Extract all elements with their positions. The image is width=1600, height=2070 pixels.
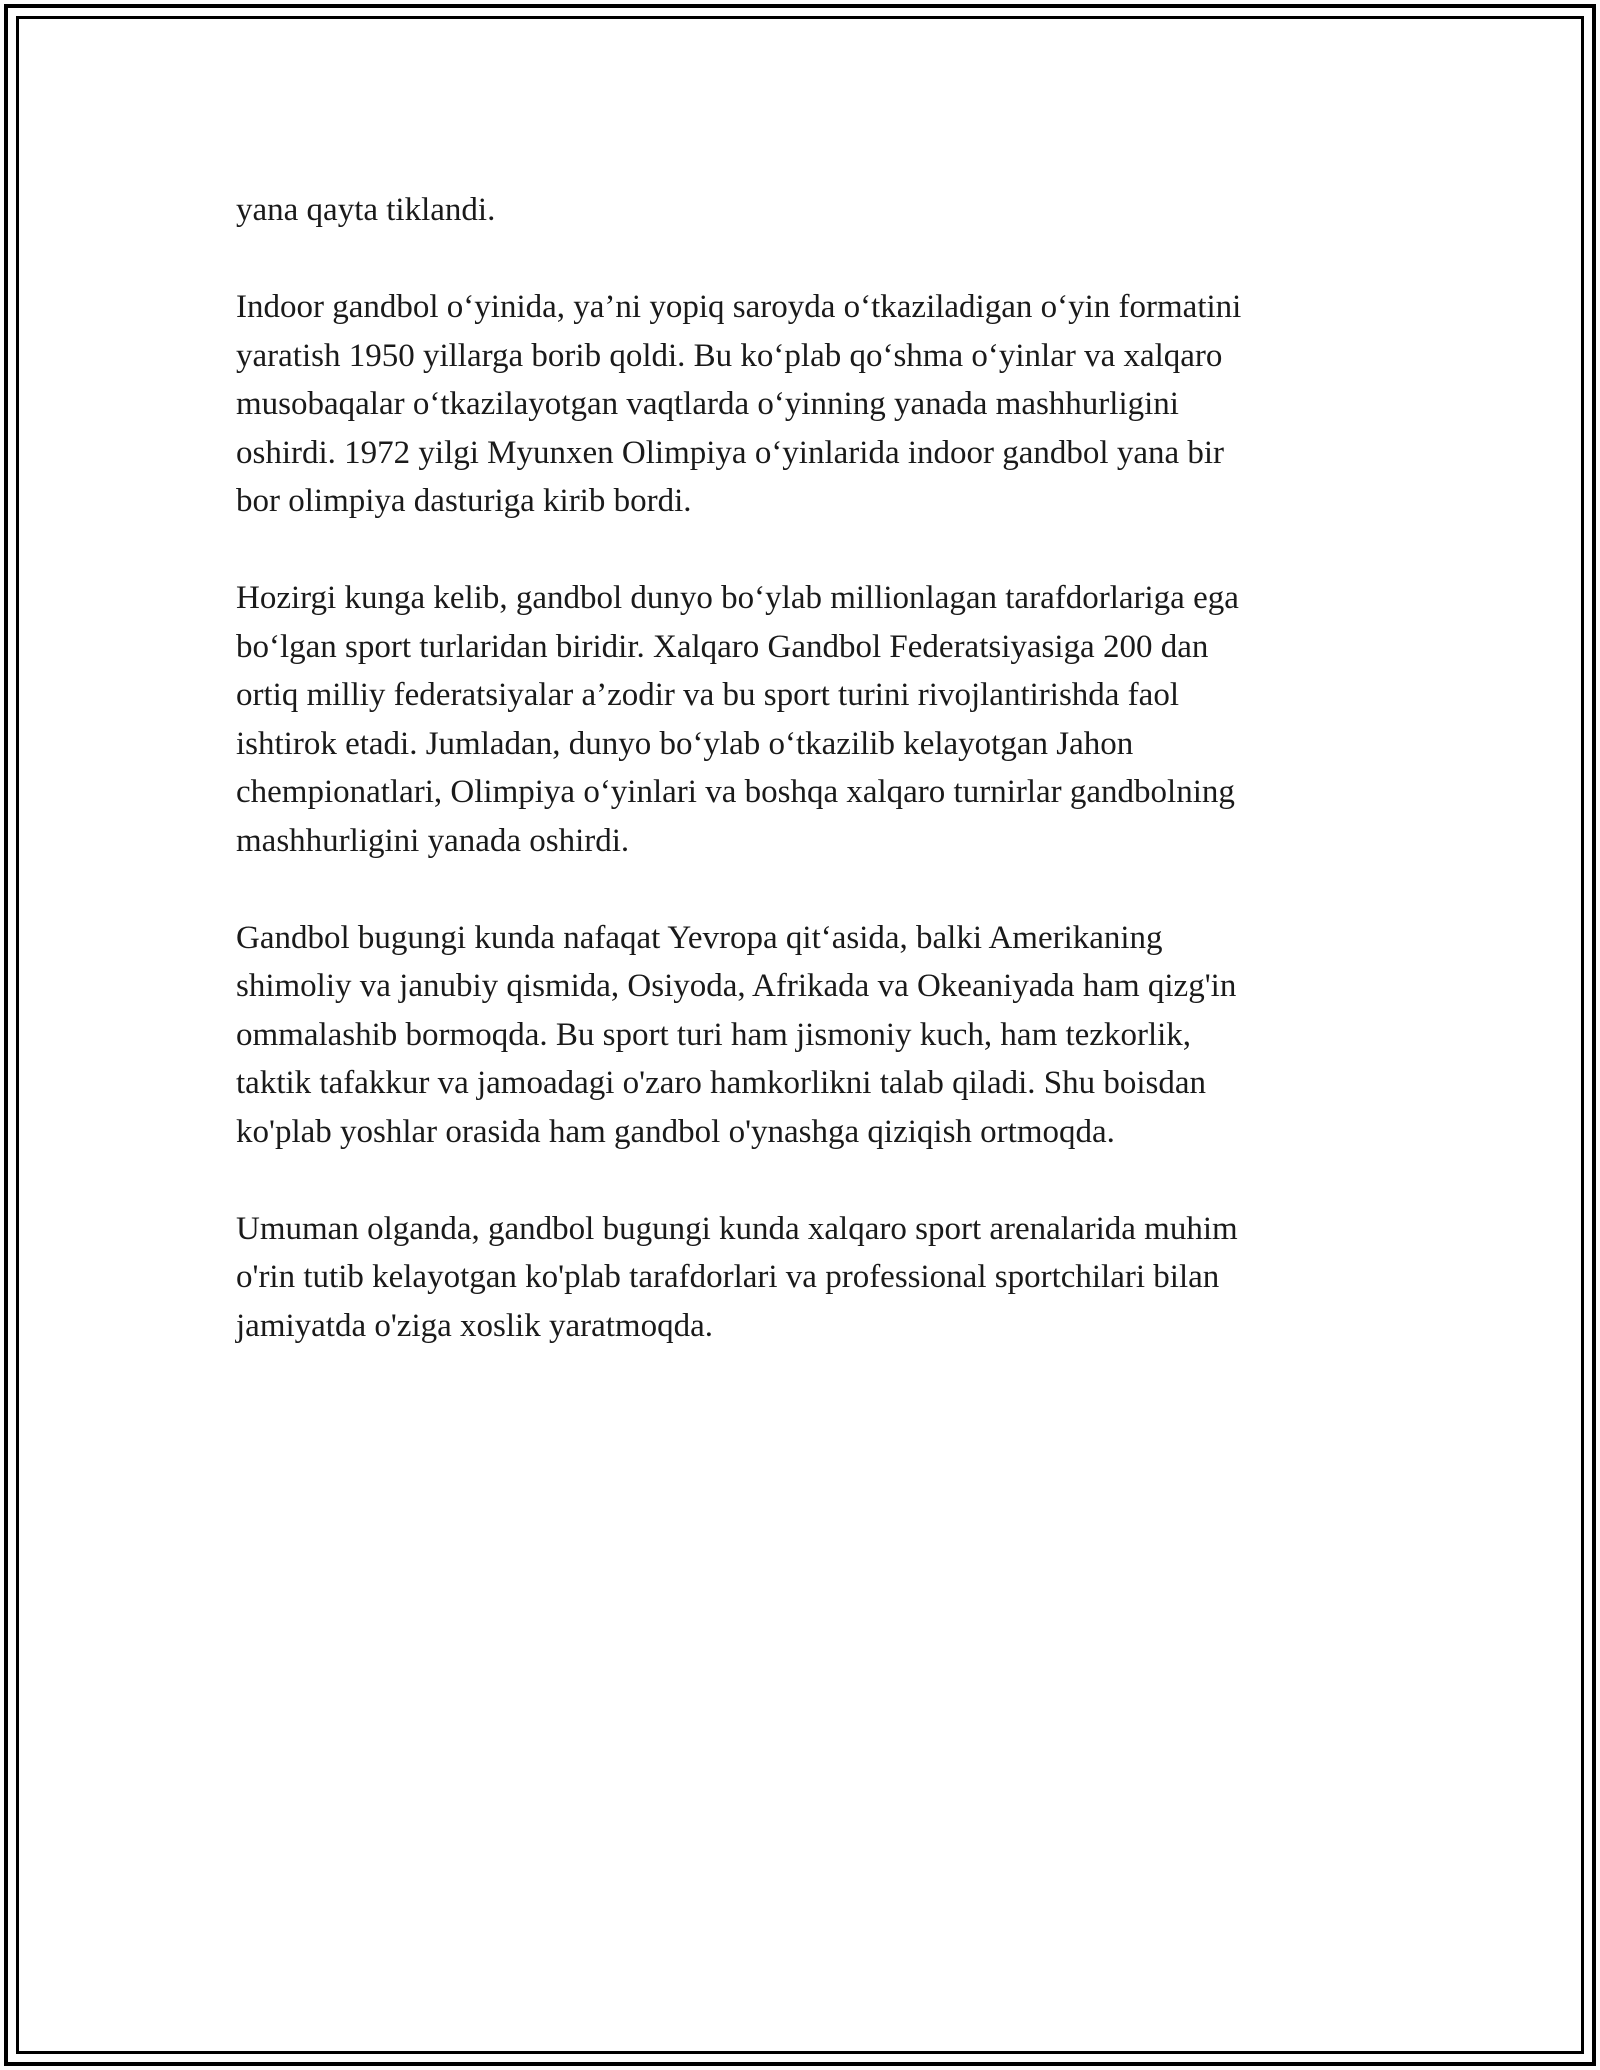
paragraph-4: Gandbol bugungi kunda nafaqat Yevropa qit‘asida, balki Amerikaning shimoliy va janubiy qismida, Osiyoda, Afrikada va Okeaniyada ham qizg'in ommalashib bormoqda. Bu sport turi ham jismoniy kuch, ham tezkorlik, taktik tafakkur va jamoadagi o'zaro hamkorlikni talab qiladi. Shu boisdan ko'plab yoshlar orasida ham gandbol o'ynashga qiziqish ortmoqda.	[236, 919, 1237, 1150]
paragraph-5: Umuman olganda, gandbol bugungi kunda xalqaro sport arenalarida muhim o'rin tutib kelayotgan ko'plab tarafdorlari va professional sportchilari bilan jamiyatda o'ziga xoslik yaratmoqda.	[236, 1210, 1238, 1344]
paragraph-1: yana qayta tiklandi.	[236, 192, 496, 228]
paragraph-3: Hozirgi kunga kelib, gandbol dunyo bo‘ylab millionlagan tarafdorlariga ega bo‘lgan sport turlaridan biridir. Xalqaro Gandbol Federatsiyasiga 200 dan ortiq milliy federatsiyalar a’zodir va bu sport turini rivojlantirishda faol ishtirok etadi. Jumladan, dunyo bo‘ylab o‘tkazilib kelayotgan Jahon chempionatlari, Olimpiya o‘yinlari va boshqa xalqaro turnirlar gandbolning mashhurligini yanada oshirdi.	[236, 580, 1239, 859]
document-body	[236, 186, 1376, 1399]
paragraph-2: Indoor gandbol o‘yinida, ya’ni yopiq saroyda o‘tkaziladigan o‘yin formatini yaratish 1950 yillarga borib qoldi. Bu ko‘plab qo‘shma o‘yinlar va xalqaro musobaqalar o‘tkazilayotgan vaqtlarda o‘yinning yanada mashhurligini oshirdi. 1972 yilgi Myunxen Olimpiya o‘yinlarida indoor gandbol yana bir bor olimpiya dasturiga kirib bordi.	[236, 289, 1242, 519]
